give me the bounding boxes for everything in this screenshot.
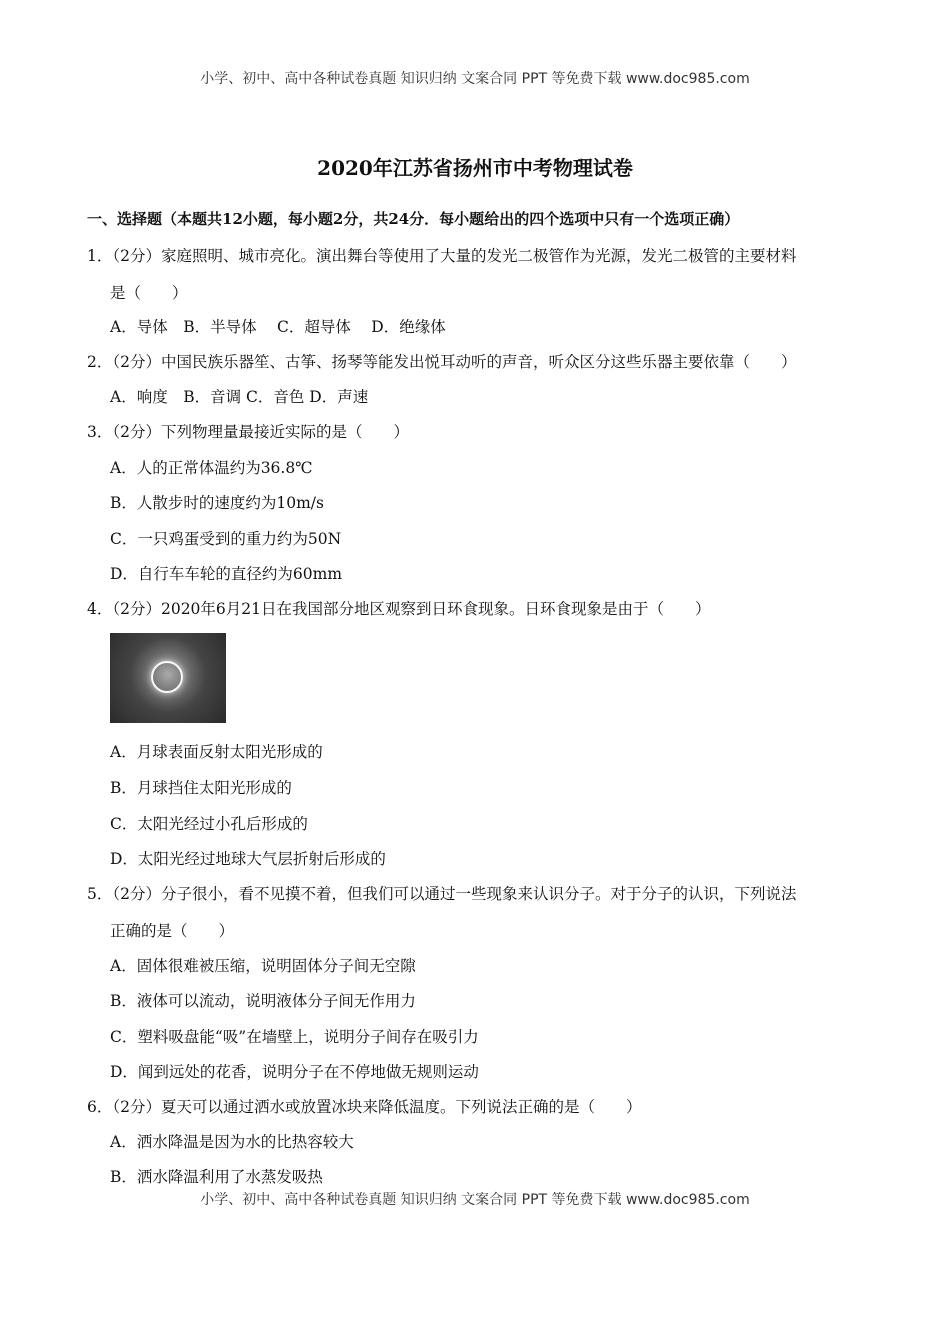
option-a: A．洒水降温是因为水的比热容较大 bbox=[110, 1133, 354, 1151]
question-4: 4．（2分）2020年6月21日在我国部分地区观察到日环食现象。日环食现象是由于（ ） bbox=[87, 600, 711, 618]
question-6: 6．（2分）夏天可以通过洒水或放置冰块来降低温度。下列说法正确的是（ ） bbox=[87, 1098, 642, 1116]
page-header: 小学、初中、高中各种试卷真题 知识归纳 文案合同 PPT 等免费下载 www.doc985.com bbox=[200, 71, 750, 87]
option-c: C．塑料吸盘能“吸”在墙壁上，说明分子间存在吸引力 bbox=[110, 1028, 479, 1046]
question-2-options: A．响度 B．音调 C．音色 D．声速 bbox=[110, 388, 369, 406]
option-b: B．液体可以流动，说明液体分子间无作用力 bbox=[110, 992, 416, 1010]
option-a: A．人的正常体温约为36.8℃ bbox=[110, 459, 313, 477]
question-2: 2．（2分）中国民族乐器笙、古筝、扬琴等能发出悦耳动听的声音，听众区分这些乐器主要依靠（ ） bbox=[87, 353, 797, 371]
option-c: C．一只鸡蛋受到的重力约为50N bbox=[110, 530, 342, 548]
section-heading: 一、选择题（本题共12小题，每小题2分，共24分．每小题给出的四个选项中只有一个选项正确） bbox=[87, 210, 740, 228]
question-1: 1．（2分）家庭照明、城市亮化。演出舞台等使用了大量的发光二极管作为光源，发光二极管的主要材料 bbox=[87, 247, 797, 265]
question-5-cont: 正确的是（ ） bbox=[110, 922, 235, 940]
question-3: 3．（2分）下列物理量最接近实际的是（ ） bbox=[87, 423, 409, 441]
annular-eclipse-photo bbox=[110, 633, 226, 723]
question-5: 5．（2分）分子很小，看不见摸不着，但我们可以通过一些现象来认识分子。对于分子的认识，下列说法 bbox=[87, 885, 797, 903]
page-footer: 小学、初中、高中各种试卷真题 知识归纳 文案合同 PPT 等免费下载 www.doc985.com bbox=[200, 1192, 750, 1208]
option-b: B．月球挡住太阳光形成的 bbox=[110, 779, 292, 797]
option-b: B．洒水降温利用了水蒸发吸热 bbox=[110, 1168, 323, 1186]
page-title: 2020年江苏省扬州市中考物理试卷 bbox=[317, 156, 633, 180]
question-1-cont: 是（ ） bbox=[110, 284, 188, 302]
option-b: B．人散步时的速度约为10m/s bbox=[110, 494, 324, 512]
option-d: D．闻到远处的花香，说明分子在不停地做无规则运动 bbox=[110, 1063, 479, 1081]
option-a: A．月球表面反射太阳光形成的 bbox=[110, 743, 323, 761]
option-a: A．固体很难被压缩，说明固体分子间无空隙 bbox=[110, 957, 416, 975]
eclipse-ring bbox=[151, 661, 183, 693]
option-c: C．太阳光经过小孔后形成的 bbox=[110, 815, 308, 833]
question-1-options: A．导体 B．半导体 C．超导体 D．绝缘体 bbox=[110, 318, 446, 336]
option-d: D．自行车车轮的直径约为60mm bbox=[110, 565, 343, 583]
option-d: D．太阳光经过地球大气层折射后形成的 bbox=[110, 850, 386, 868]
